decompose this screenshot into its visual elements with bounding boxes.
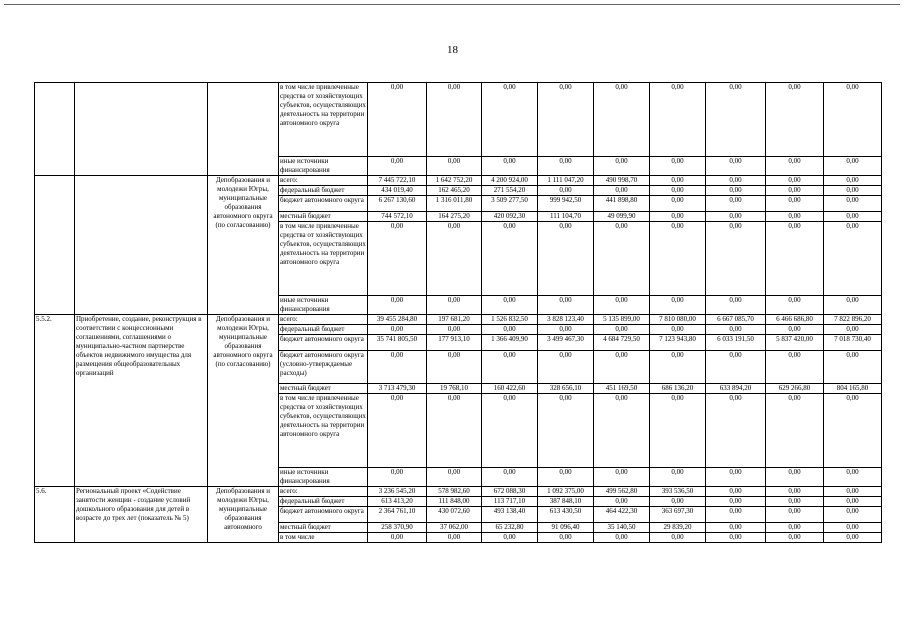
amount-cell: 1 111 047,20	[538, 176, 594, 186]
item-name	[75, 83, 208, 176]
amount-cell: 0,00	[650, 212, 706, 222]
amount-cell: 0,00	[538, 296, 594, 315]
amount-cell: 0,00	[482, 296, 538, 315]
amount-cell: 0,00	[706, 176, 766, 186]
funding-source: местный бюджет	[279, 384, 368, 394]
amount-cell: 0,00	[482, 325, 538, 335]
amount-cell: 0,00	[824, 196, 882, 212]
amount-cell: 629 266,80	[766, 384, 824, 394]
amount-cell: 0,00	[650, 533, 706, 543]
amount-cell: 0,00	[594, 325, 650, 335]
amount-cell: 7 445 722,10	[368, 176, 427, 186]
amount-cell: 37 062,00	[427, 523, 482, 533]
amount-cell: 3 499 467,30	[538, 335, 594, 351]
funding-source: местный бюджет	[279, 523, 368, 533]
amount-cell: 0,00	[538, 394, 594, 468]
amount-cell: 39 455 284,80	[368, 315, 427, 325]
amount-cell: 0,00	[766, 497, 824, 507]
amount-cell: 19 768,10	[427, 384, 482, 394]
amount-cell: 1 316 011,80	[427, 196, 482, 212]
amount-cell: 0,00	[766, 196, 824, 212]
amount-cell: 0,00	[594, 394, 650, 468]
amount-cell: 0,00	[650, 497, 706, 507]
amount-cell: 0,00	[706, 296, 766, 315]
amount-cell: 0,00	[706, 196, 766, 212]
amount-cell: 0,00	[594, 83, 650, 157]
amount-cell: 0,00	[368, 533, 427, 543]
amount-cell: 0,00	[766, 487, 824, 497]
funding-source: бюджет автономного округа	[279, 507, 368, 523]
amount-cell: 686 136,20	[650, 384, 706, 394]
amount-cell: 0,00	[706, 487, 766, 497]
table-row	[35, 83, 882, 157]
amount-cell: 0,00	[706, 394, 766, 468]
amount-cell: 1 366 409,90	[482, 335, 538, 351]
amount-cell: 434 019,40	[368, 186, 427, 196]
amount-cell: 363 697,30	[650, 507, 706, 523]
amount-cell: 0,00	[594, 157, 650, 176]
item-executor: Депобразования и молодежи Югры, муниципальные образования автономного округа (по согласованию)	[208, 315, 279, 487]
amount-cell: 0,00	[368, 468, 427, 487]
amount-cell: 0,00	[824, 507, 882, 523]
amount-cell: 0,00	[427, 468, 482, 487]
amount-cell: 0,00	[766, 296, 824, 315]
amount-cell: 4 684 729,50	[594, 335, 650, 351]
amount-cell: 0,00	[766, 83, 824, 157]
amount-cell: 0,00	[368, 325, 427, 335]
amount-cell: 0,00	[824, 157, 882, 176]
amount-cell: 0,00	[482, 468, 538, 487]
amount-cell: 0,00	[706, 212, 766, 222]
budget-table	[34, 82, 882, 543]
funding-source: в том числе	[279, 533, 368, 543]
amount-cell: 0,00	[824, 186, 882, 196]
amount-cell: 499 562,80	[594, 487, 650, 497]
table-row	[35, 176, 882, 186]
amount-cell: 4 200 924,00	[482, 176, 538, 186]
amount-cell: 0,00	[706, 222, 766, 296]
funding-source: бюджет автономного округа (условно-утверждаемые расходы)	[279, 351, 368, 384]
amount-cell: 271 554,20	[482, 186, 538, 196]
amount-cell: 0,00	[766, 212, 824, 222]
amount-cell: 0,00	[824, 176, 882, 186]
amount-cell: 0,00	[824, 468, 882, 487]
amount-cell: 0,00	[824, 487, 882, 497]
amount-cell: 613 413,20	[368, 497, 427, 507]
amount-cell: 0,00	[824, 222, 882, 296]
amount-cell: 6 267 130,60	[368, 196, 427, 212]
item-code: 5.6.	[35, 487, 75, 543]
amount-cell: 197 681,20	[427, 315, 482, 325]
amount-cell: 0,00	[706, 507, 766, 523]
item-name: Приобретение, создание, реконструкция в соответствии с концессионными соглашениями, соглашениями о муниципально-частном партнерстве объектов недвижимого имущества для размещения общеобразовательных организаций	[75, 315, 208, 487]
amount-cell: 0,00	[427, 351, 482, 384]
funding-source: иные источники финансирования	[279, 296, 368, 315]
amount-cell: 672 088,30	[482, 487, 538, 497]
amount-cell: 7 018 730,40	[824, 335, 882, 351]
amount-cell: 65 232,80	[482, 523, 538, 533]
amount-cell: 0,00	[427, 296, 482, 315]
item-code	[35, 83, 75, 176]
amount-cell: 999 942,50	[538, 196, 594, 212]
amount-cell: 430 072,60	[427, 507, 482, 523]
amount-cell: 0,00	[538, 83, 594, 157]
amount-cell: 0,00	[706, 351, 766, 384]
page-top-border	[4, 4, 900, 5]
amount-cell: 0,00	[538, 186, 594, 196]
amount-cell: 164 275,20	[427, 212, 482, 222]
page-number: 18	[447, 44, 458, 56]
funding-source: в том числе привлеченные средства от хозяйствующих субъектов, осуществляющих деятельность на территории автономного округа	[279, 222, 368, 296]
amount-cell: 3 713 479,30	[368, 384, 427, 394]
amount-cell: 0,00	[824, 497, 882, 507]
amount-cell: 0,00	[650, 325, 706, 335]
amount-cell: 0,00	[594, 296, 650, 315]
item-executor	[208, 83, 279, 176]
item-name: Региональный проект «Содействие занятости женщин - создание условий дошкольного образования для детей в возрасте до трех лет (показатель № 5)	[75, 487, 208, 543]
amount-cell: 0,00	[766, 222, 824, 296]
funding-source: бюджет автономного округа	[279, 335, 368, 351]
table-row	[35, 315, 882, 325]
amount-cell: 29 839,20	[650, 523, 706, 533]
amount-cell: 258 370,90	[368, 523, 427, 533]
amount-cell: 441 898,80	[594, 196, 650, 212]
amount-cell: 0,00	[594, 468, 650, 487]
amount-cell: 0,00	[706, 157, 766, 176]
amount-cell: 0,00	[650, 296, 706, 315]
amount-cell: 0,00	[650, 157, 706, 176]
amount-cell: 0,00	[538, 533, 594, 543]
funding-source: федеральный бюджет	[279, 186, 368, 196]
amount-cell: 0,00	[538, 468, 594, 487]
amount-cell: 111 848,00	[427, 497, 482, 507]
amount-cell: 0,00	[766, 186, 824, 196]
amount-cell: 0,00	[824, 394, 882, 468]
amount-cell: 0,00	[594, 351, 650, 384]
amount-cell: 0,00	[824, 296, 882, 315]
funding-source: всего:	[279, 315, 368, 325]
amount-cell: 5 837 420,00	[766, 335, 824, 351]
amount-cell: 5 135 899,00	[594, 315, 650, 325]
amount-cell: 0,00	[650, 222, 706, 296]
amount-cell: 0,00	[706, 186, 766, 196]
amount-cell: 0,00	[482, 83, 538, 157]
amount-cell: 0,00	[538, 351, 594, 384]
amount-cell: 633 894,20	[706, 384, 766, 394]
amount-cell: 0,00	[427, 222, 482, 296]
funding-source: федеральный бюджет	[279, 325, 368, 335]
amount-cell: 0,00	[482, 533, 538, 543]
amount-cell: 387 848,10	[538, 497, 594, 507]
amount-cell: 0,00	[706, 497, 766, 507]
amount-cell: 6 667 085,70	[706, 315, 766, 325]
amount-cell: 493 138,40	[482, 507, 538, 523]
amount-cell: 0,00	[594, 222, 650, 296]
amount-cell: 578 982,60	[427, 487, 482, 497]
amount-cell: 0,00	[650, 186, 706, 196]
amount-cell: 0,00	[427, 533, 482, 543]
amount-cell: 0,00	[766, 325, 824, 335]
item-executor: Депобразования и молодежи Югры, муниципальные образования автономного округа (по согласованию)	[208, 176, 279, 315]
amount-cell: 0,00	[766, 351, 824, 384]
amount-cell: 0,00	[482, 394, 538, 468]
amount-cell: 177 913,10	[427, 335, 482, 351]
item-name	[75, 176, 208, 315]
amount-cell: 162 465,20	[427, 186, 482, 196]
amount-cell: 0,00	[368, 157, 427, 176]
amount-cell: 0,00	[538, 325, 594, 335]
amount-cell: 0,00	[427, 83, 482, 157]
funding-source: федеральный бюджет	[279, 497, 368, 507]
amount-cell: 49 099,90	[594, 212, 650, 222]
amount-cell: 0,00	[706, 325, 766, 335]
amount-cell: 0,00	[427, 325, 482, 335]
amount-cell: 804 165,80	[824, 384, 882, 394]
amount-cell: 0,00	[482, 222, 538, 296]
amount-cell: 0,00	[368, 222, 427, 296]
amount-cell: 0,00	[427, 157, 482, 176]
amount-cell: 6 033 191,50	[706, 335, 766, 351]
amount-cell: 0,00	[766, 533, 824, 543]
amount-cell: 0,00	[766, 176, 824, 186]
amount-cell: 0,00	[368, 83, 427, 157]
amount-cell: 0,00	[706, 523, 766, 533]
amount-cell: 0,00	[594, 533, 650, 543]
amount-cell: 160 422,60	[482, 384, 538, 394]
amount-cell: 2 364 761,10	[368, 507, 427, 523]
amount-cell: 393 536,50	[650, 487, 706, 497]
funding-source: местный бюджет	[279, 212, 368, 222]
amount-cell: 7 123 943,80	[650, 335, 706, 351]
amount-cell: 3 236 545,20	[368, 487, 427, 497]
amount-cell: 0,00	[482, 157, 538, 176]
amount-cell: 0,00	[706, 468, 766, 487]
amount-cell: 490 998,70	[594, 176, 650, 186]
amount-cell: 0,00	[368, 394, 427, 468]
funding-source: бюджет автономного округа	[279, 196, 368, 212]
amount-cell: 3 509 277,50	[482, 196, 538, 212]
amount-cell: 744 572,10	[368, 212, 427, 222]
amount-cell: 1 642 752,20	[427, 176, 482, 186]
amount-cell: 0,00	[538, 222, 594, 296]
amount-cell: 0,00	[368, 296, 427, 315]
amount-cell: 0,00	[766, 468, 824, 487]
item-executor: Депобразования и молодежи Югры, муниципальные образования автономного	[208, 487, 279, 543]
amount-cell: 0,00	[538, 157, 594, 176]
item-code: 5.5.2.	[35, 315, 75, 487]
amount-cell: 0,00	[368, 351, 427, 384]
amount-cell: 0,00	[766, 507, 824, 523]
amount-cell: 451 169,50	[594, 384, 650, 394]
funding-source: в том числе привлеченные средства от хозяйствующих субъектов, осуществляющих деятельность на территории автономного округа	[279, 394, 368, 468]
item-code	[35, 176, 75, 315]
amount-cell: 328 656,10	[538, 384, 594, 394]
amount-cell: 0,00	[824, 212, 882, 222]
amount-cell: 0,00	[706, 533, 766, 543]
amount-cell: 0,00	[650, 176, 706, 186]
amount-cell: 0,00	[594, 497, 650, 507]
amount-cell: 0,00	[824, 351, 882, 384]
amount-cell: 0,00	[766, 394, 824, 468]
amount-cell: 0,00	[650, 394, 706, 468]
funding-source: всего:	[279, 487, 368, 497]
amount-cell: 420 092,30	[482, 212, 538, 222]
amount-cell: 0,00	[824, 83, 882, 157]
funding-source: в том числе привлеченные средства от хозяйствующих субъектов, осуществляющих деятельность на территории автономного округа	[279, 83, 368, 157]
amount-cell: 613 430,50	[538, 507, 594, 523]
amount-cell: 91 096,40	[538, 523, 594, 533]
amount-cell: 7 822 896,20	[824, 315, 882, 325]
amount-cell: 113 717,10	[482, 497, 538, 507]
amount-cell: 0,00	[766, 157, 824, 176]
amount-cell: 1 092 375,00	[538, 487, 594, 497]
amount-cell: 7 810 080,00	[650, 315, 706, 325]
amount-cell: 0,00	[650, 468, 706, 487]
amount-cell: 0,00	[766, 523, 824, 533]
funding-source: иные источники финансирования	[279, 468, 368, 487]
funding-source: иные источники финансирования	[279, 157, 368, 176]
amount-cell: 0,00	[427, 394, 482, 468]
amount-cell: 0,00	[824, 325, 882, 335]
amount-cell: 0,00	[824, 523, 882, 533]
amount-cell: 3 828 123,40	[538, 315, 594, 325]
amount-cell: 0,00	[650, 196, 706, 212]
amount-cell: 1 526 832,50	[482, 315, 538, 325]
amount-cell: 0,00	[594, 186, 650, 196]
amount-cell: 0,00	[824, 533, 882, 543]
amount-cell: 111 104,70	[538, 212, 594, 222]
funding-source: всего:	[279, 176, 368, 186]
amount-cell: 0,00	[650, 351, 706, 384]
amount-cell: 0,00	[706, 83, 766, 157]
amount-cell: 464 422,30	[594, 507, 650, 523]
amount-cell: 6 466 686,80	[766, 315, 824, 325]
amount-cell: 0,00	[650, 83, 706, 157]
amount-cell: 35 741 805,50	[368, 335, 427, 351]
amount-cell: 35 140,50	[594, 523, 650, 533]
amount-cell: 0,00	[482, 351, 538, 384]
table-row	[35, 487, 882, 497]
